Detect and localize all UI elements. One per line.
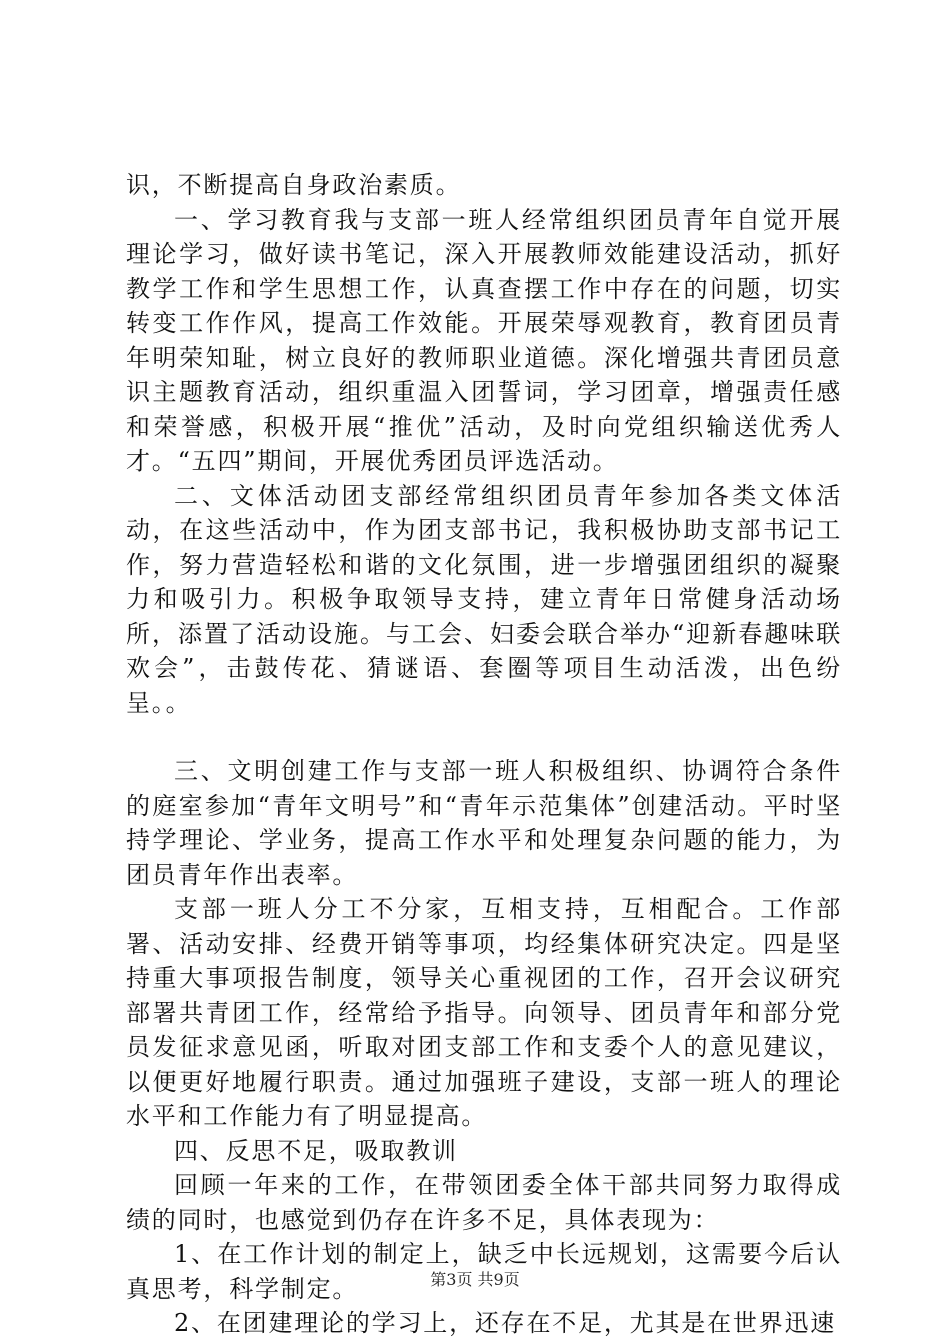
document-body	[126, 168, 842, 1341]
page-footer	[0, 1270, 950, 1290]
paragraph-civilization-building: 三、文明创建工作与支部一班人积极组织、协调符合条件的庭室参加“青年文明号”和“青年示范集体”创建活动。平时坚持学理论、学业务，提高工作水平和处理复杂问题的能力，为团员青年作出表率。	[126, 757, 842, 889]
paragraph-team-cooperation: 支部一班人分工不分家，互相支持，互相配合。工作部署、活动安排、经费开销等事项，均经集体研究决定。四是坚持重大事项报告制度，领导关心重视团的工作，召开会议研究部署共青团工作，经常给予指导。向领导、团员青年和部分党员发征求意见函，听取对团支部工作和支委个人的意见建议，以便更好地履行职责。通过加强班子建设，支部一班人的理论水平和工作能力有了明显提高。	[126, 895, 842, 1130]
page-number-label: 第3页 共9页	[430, 1270, 520, 1289]
paragraph-cultural-activities: 二、文体活动团支部经常组织团员青年参加各类文体活动，在这些活动中，作为团支部书记，我积极协助支部书记工作，努力营造轻松和谐的文化氛围，进一步增强团组织的凝聚力和吸引力。积极争取领导支持，建立青年日常健身活动场所，添置了活动设施。与工会、妇委会联合举办“迎新春趣味联欢会”，击鼓传花、猜谜语、套圈等项目生动活泼，出色纷呈。。	[126, 481, 842, 717]
paragraph-review: 回顾一年来的工作，在带领团委全体干部共同努力取得成绩的同时，也感觉到仍存在许多不足，具体表现为：	[126, 1171, 842, 1234]
paragraph-continuation: 识，不断提高自身政治素质。	[126, 171, 462, 199]
list-item-1: 1、在工作计划的制定上，缺乏中长远规划，这需要今后认真思考，科学制定。	[126, 1240, 842, 1303]
list-item-2: 2、在团建理论的学习上，还存在不足，尤其是在世界迅速	[174, 1309, 837, 1337]
paragraph-study-education: 一、学习教育我与支部一班人经常组织团员青年自觉开展理论学习，做好读书笔记，深入开展教师效能建设活动，抓好教学工作和学生思想工作，认真查摆工作中存在的问题，切实转变工作作风，提高工作效能。开展荣辱观教育，教育团员青年明荣知耻，树立良好的教师职业道德。深化增强共青团员意识主题教育活动，组织重温入团誓词，学习团章，增强责任感和荣誉感，积极开展“推优”活动，及时向党组织输送优秀人才。“五四”期间，开展优秀团员评选活动。	[126, 205, 842, 475]
section-heading-reflection: 四、反思不足，吸取教训	[174, 1136, 458, 1165]
